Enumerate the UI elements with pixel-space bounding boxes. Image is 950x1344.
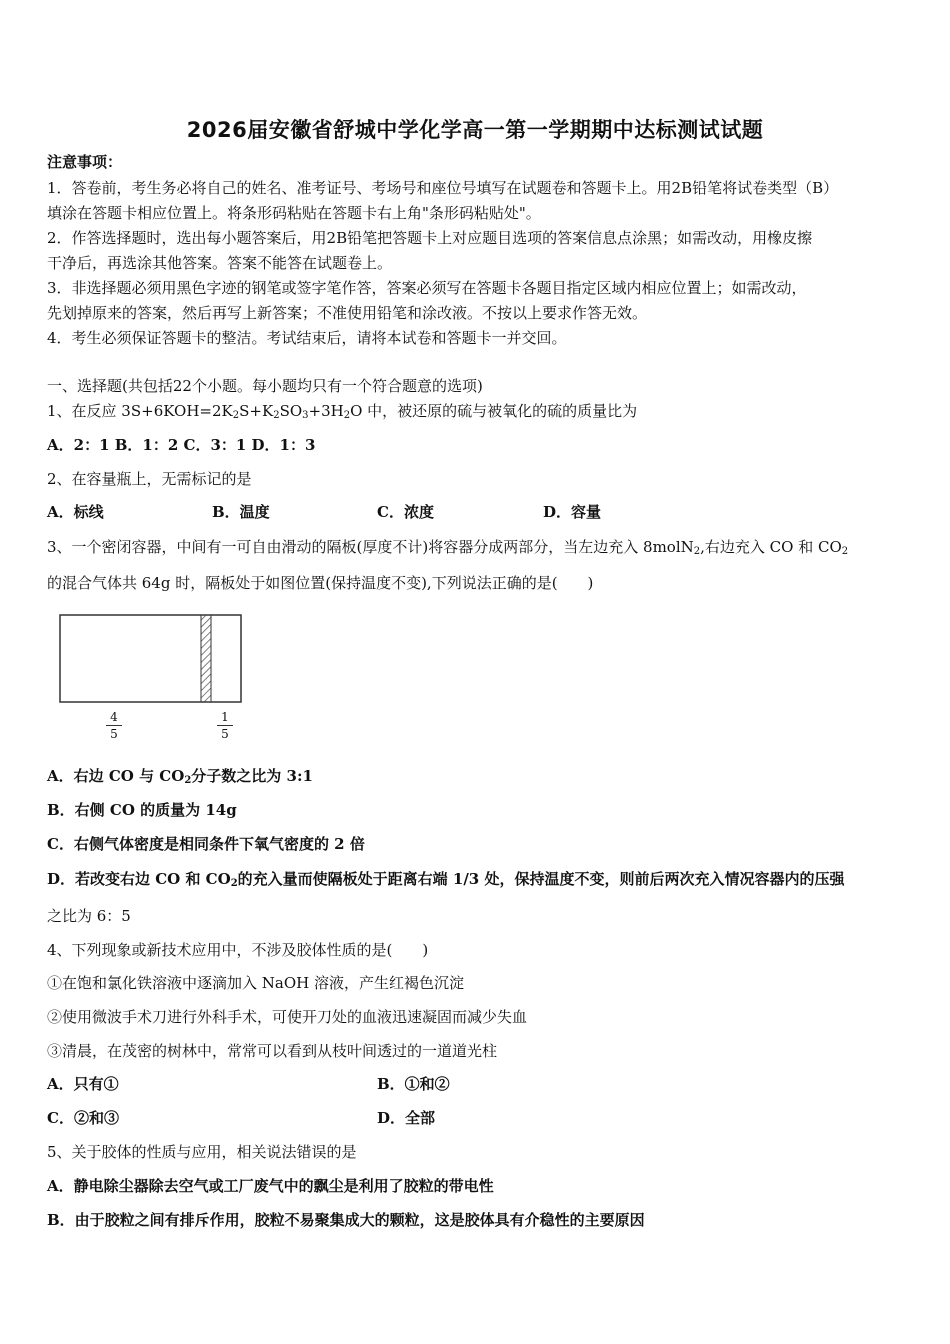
question-4-option-d: D．全部 [377, 1109, 436, 1127]
question-4-item-3: ③清晨，在茂密的树林中，常常可以看到从枝叶间透过的一道道光柱 [47, 1042, 498, 1060]
notice-line: 1．答卷前，考生务必将自己的姓名、准考证号、考场号和座位号填写在试题卷和答题卡上。用2B铅笔将试卷类型（B） [47, 179, 839, 197]
notice-line: 3．非选择题必须用黑色字迹的钢笔或签字笔作答，答案必须写在答题卡各题目指定区域内相应位置上；如需改动， [47, 279, 807, 297]
notice-line: 2．作答选择题时，选出每小题答案后，用2B铅笔把答题卡上对应题目选项的答案信息点涂黑；如需改动，用橡皮擦 [47, 229, 813, 247]
container-figure [55, 610, 250, 710]
question-2-option-b: B．温度 [212, 503, 270, 521]
question-4-item-2: ②使用微波手术刀进行外科手术，可使开刀处的血液迅速凝固而减少失血 [47, 1008, 528, 1026]
question-4-option-a: A．只有① [47, 1075, 119, 1093]
question-3-option-b: B．右侧 CO 的质量为 14g [47, 801, 237, 819]
right-fraction-label: $\frac{1}{5}$ [217, 710, 233, 741]
question-3-option-d-continued: 之比为 6：5 [47, 907, 131, 925]
sliding-partition [201, 615, 211, 702]
question-2-stem: 2、在容量瓶上，无需标记的是 [47, 470, 252, 488]
question-4-item-1: ①在饱和氯化铁溶液中逐滴加入 NaOH 溶液，产生红褐色沉淀 [47, 974, 464, 992]
question-5-option-a: A．静电除尘器除去空气或工厂废气中的飘尘是利用了胶粒的带电性 [47, 1177, 494, 1195]
question-3-stem-line-2: 的混合气体共 64g 时，隔板处于如图位置(保持温度不变),下列说法正确的是( ) [47, 574, 594, 592]
section-heading: 一、选择题(共包括22个小题。每小题均只有一个符合题意的选项) [47, 377, 483, 395]
question-4-option-c: C．②和③ [47, 1109, 119, 1127]
question-1-options: A．2：1 B．1：2 C．3：1 D．1：3 [47, 436, 316, 454]
question-4-stem: 4、下列现象或新技术应用中，不涉及胶体性质的是( ) [47, 941, 429, 959]
question-2-option-a: A．标线 [47, 503, 104, 521]
question-3-option-a: A．右边 CO 与 $CO_2$分子数之比为 3:1 [47, 767, 313, 786]
notice-line: 先划掉原来的答案，然后再写上新答案；不准使用铅笔和涂改液。不按以上要求作答无效。 [47, 304, 648, 322]
question-2-option-c: C．浓度 [377, 503, 434, 521]
left-fraction-label: $\frac{4}{5}$ [106, 710, 122, 741]
question-3-option-d: D．若改变右边 CO 和 $CO_2$的充入量而使隔板处于距离右端 1/3 处，保持温度不变，则前后两次充入情况容器内的压强 [47, 870, 845, 889]
question-4-option-b: B．①和② [377, 1075, 450, 1093]
notice-line: 填涂在答题卡相应位置上。将条形码粘贴在答题卡右上角"条形码粘贴处"。 [47, 204, 541, 222]
question-2-option-d: D．容量 [543, 503, 602, 521]
notice-heading: 注意事项： [47, 153, 123, 171]
question-3-stem-line-1: 3、一个密闭容器，中间有一可自由滑动的隔板(厚度不计)将容器分成两部分，当左边充入 8molN$_2$,右边充入 CO 和 $CO_2$ [47, 538, 849, 557]
question-3-option-c: C．右侧气体密度是相同条件下氧气密度的 2 倍 [47, 835, 365, 853]
question-5-option-b: B．由于胶粒之间有排斥作用，胶粒不易聚集成大的颗粒，这是胶体具有介稳性的主要原因 [47, 1211, 645, 1229]
container-outline [60, 615, 241, 702]
page-title: 2026届安徽省舒城中学化学高一第一学期期中达标测试试题 [186, 118, 764, 142]
question-5-stem: 5、关于胶体的性质与应用，相关说法错误的是 [47, 1143, 357, 1161]
container-diagram [55, 610, 250, 750]
question-1-stem: 1、在反应 $3S+6KOH=2K_2S+K_2SO_3+3H_2O$ 中，被还原的硫与被氧化的硫的质量比为 [47, 402, 638, 421]
notice-line: 干净后，再选涂其他答案。答案不能答在试题卷上。 [47, 254, 393, 272]
notice-line: 4．考生必须保证答题卡的整洁。考试结束后，请将本试卷和答题卡一并交回。 [47, 329, 567, 347]
